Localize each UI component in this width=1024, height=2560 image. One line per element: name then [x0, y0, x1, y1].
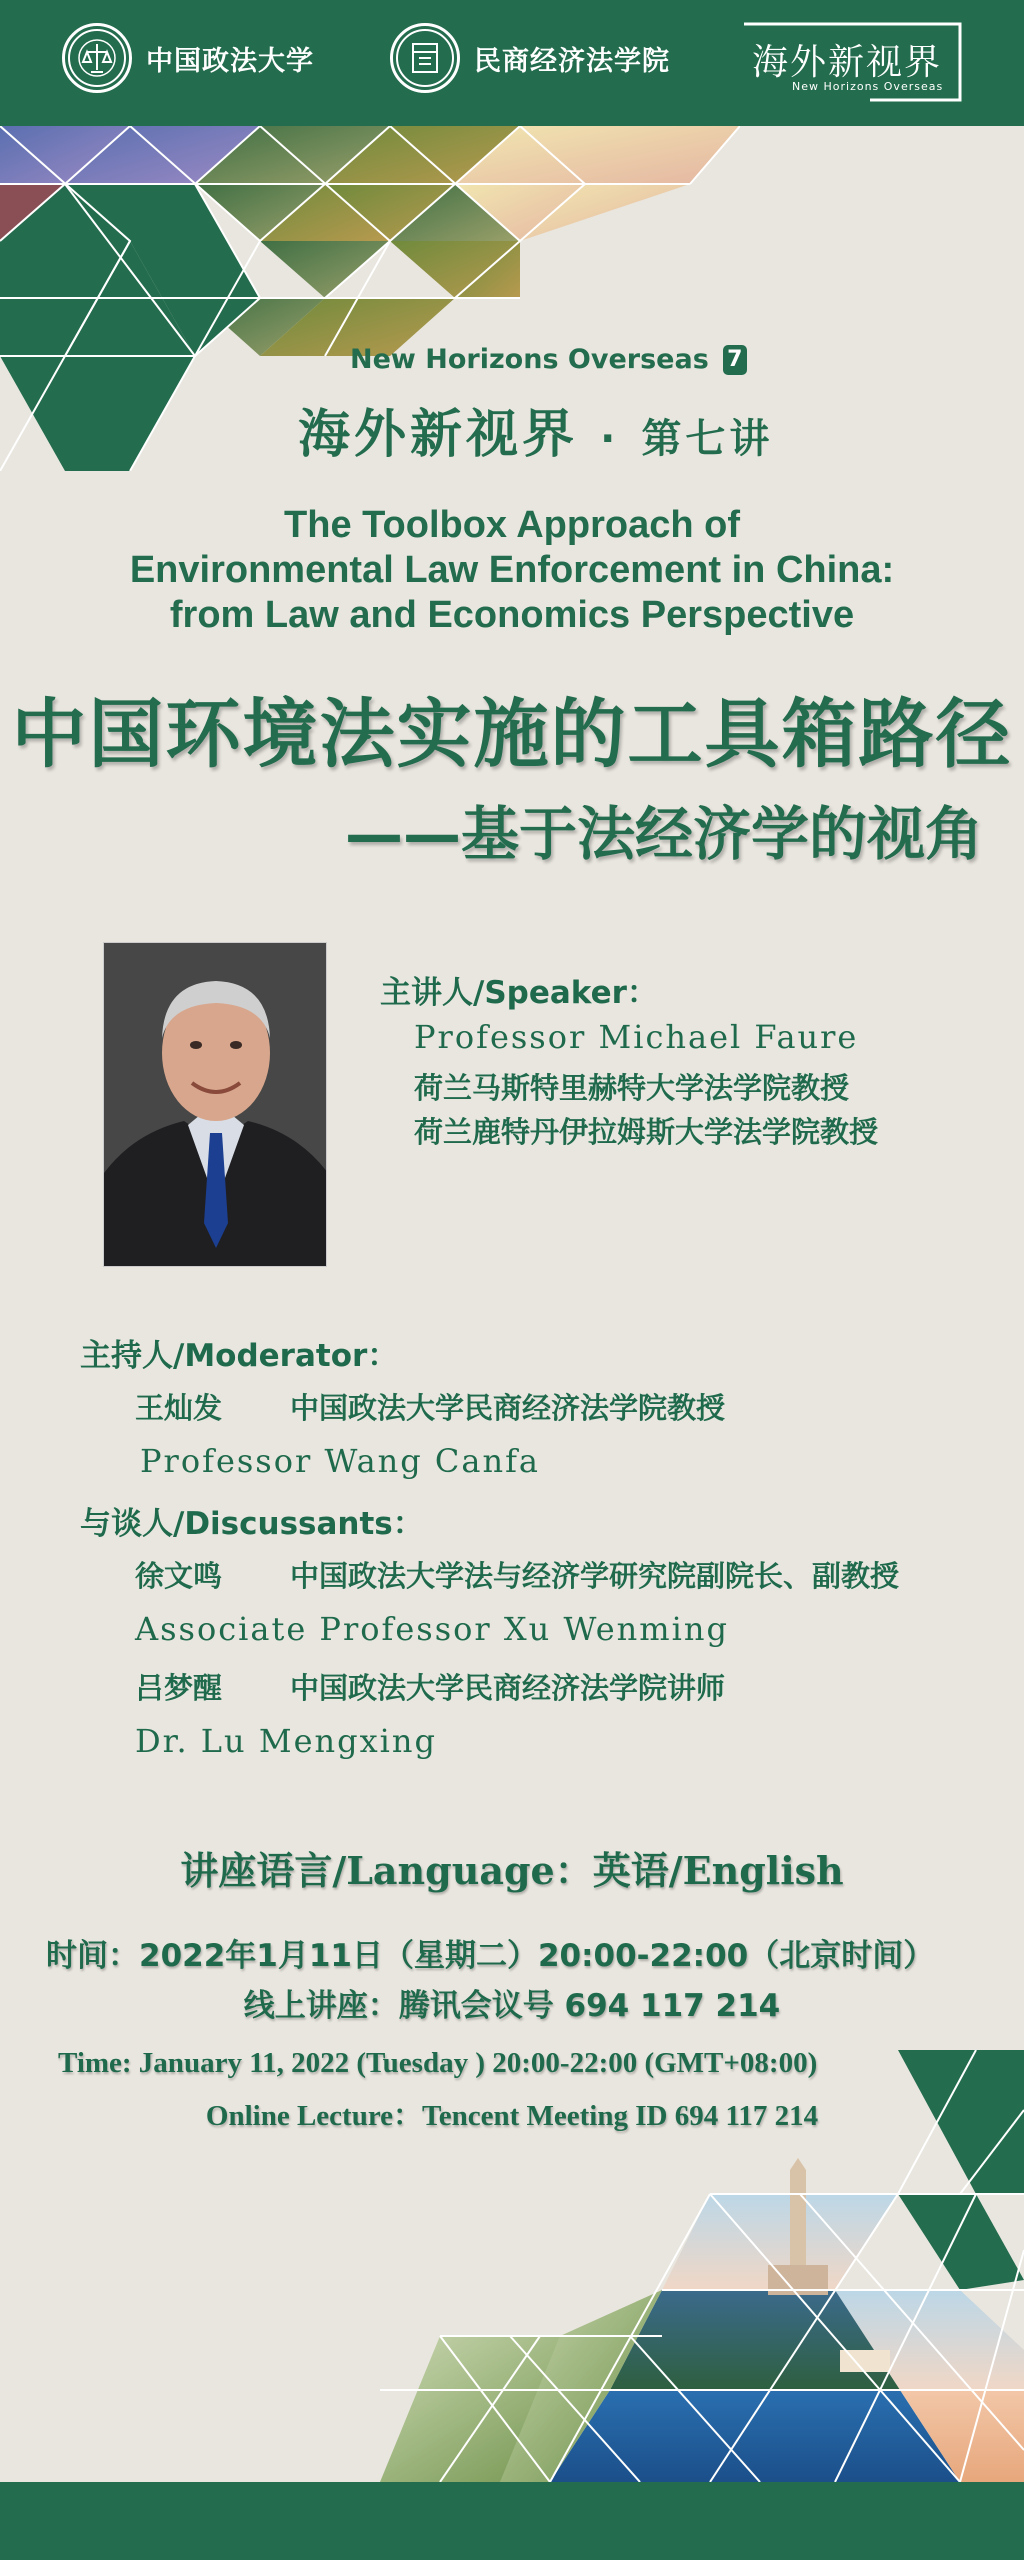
school-name: 民商经济法学院 [474, 45, 670, 77]
discussant-name-en: Associate Professor Xu Wenming [135, 1610, 729, 1648]
event-time-cn: 时间：2022年1月11日（星期二）20:00-22:00（北京时间） [46, 1938, 935, 1974]
bottom-banner [0, 2482, 1024, 2560]
lecture-title-cn: 中国环境法实施的工具箱路径 [11, 690, 1013, 778]
speaker-portrait-image [104, 943, 327, 1267]
series-title-cn-sub: 第七讲 [641, 416, 774, 462]
series-title-cn-separator: · [600, 416, 620, 462]
discussants-label: 与谈人/Discussants： [80, 1506, 424, 1542]
episode-number-badge: 7 [723, 345, 747, 375]
university-logo [62, 22, 314, 94]
online-meeting-en: Online Lecture：Tencent Meeting ID 694 117 214 [205, 2100, 819, 2132]
moderator-title-cn: 中国政法大学民商经济法学院教授 [290, 1391, 726, 1425]
online-meeting-cn: 线上讲座：腾讯会议号 694 117 214 [243, 1988, 781, 2024]
discussant-name-cn: 吕梦醒 [135, 1671, 223, 1705]
moderator-name-cn: 王灿发 [135, 1391, 223, 1425]
lecture-title-en-line-1: The Toolbox Approach of [284, 504, 740, 546]
event-time-en: Time: January 11, 2022 (Tuesday ) 20:00-22:00 (GMT+08:00) [58, 2047, 818, 2079]
lecture-title-en-line-3: from Law and Economics Perspective [169, 594, 855, 636]
school-logo [390, 22, 670, 94]
lecture-subtitle-cn: ——基于法经济学的视角 [345, 800, 984, 868]
speaker-affiliation-1: 荷兰马斯特里赫特大学法学院教授 [414, 1071, 850, 1105]
lecture-language: 讲座语言/Language：英语/English [180, 1848, 844, 1893]
university-seal-icon [62, 23, 132, 93]
discussant-name-en: Dr. Lu Mengxing [135, 1722, 437, 1760]
discussant-name-cn: 徐文鸣 [135, 1559, 223, 1593]
series-title-en-text: New Horizons Overseas [350, 344, 709, 375]
university-name: 中国政法大学 [146, 45, 314, 77]
moderator-label: 主持人/Moderator： [80, 1338, 399, 1374]
speaker-label: 主讲人/Speaker： [380, 975, 658, 1011]
school-seal-icon [390, 23, 460, 93]
speaker-photo [103, 942, 327, 1267]
brand-name-en: New Horizons Overseas [792, 80, 944, 93]
moderator-name-en: Professor Wang Canfa [140, 1442, 540, 1480]
discussant-title-cn: 中国政法大学法与经济学研究院副院长、副教授 [290, 1559, 900, 1593]
speaker-affiliation-2: 荷兰鹿特丹伊拉姆斯大学法学院教授 [414, 1115, 879, 1149]
lecture-title-en [0, 503, 1024, 638]
brand-logo [740, 22, 964, 102]
discussant-title-cn: 中国政法大学民商经济法学院讲师 [290, 1671, 726, 1705]
speaker-name-en: Professor Michael Faure [414, 1018, 859, 1056]
series-title-cn-main: 海外新视界 [298, 405, 579, 465]
top-banner [0, 0, 1024, 126]
series-title-cn [298, 392, 773, 467]
brand-name-cn: 海外新视界 [752, 42, 943, 83]
series-title-en [350, 344, 747, 375]
bottom-mosaic-decoration [380, 2050, 1024, 2482]
lecture-title-en-line-2: Environmental Law Enforcement in China: [129, 549, 895, 591]
